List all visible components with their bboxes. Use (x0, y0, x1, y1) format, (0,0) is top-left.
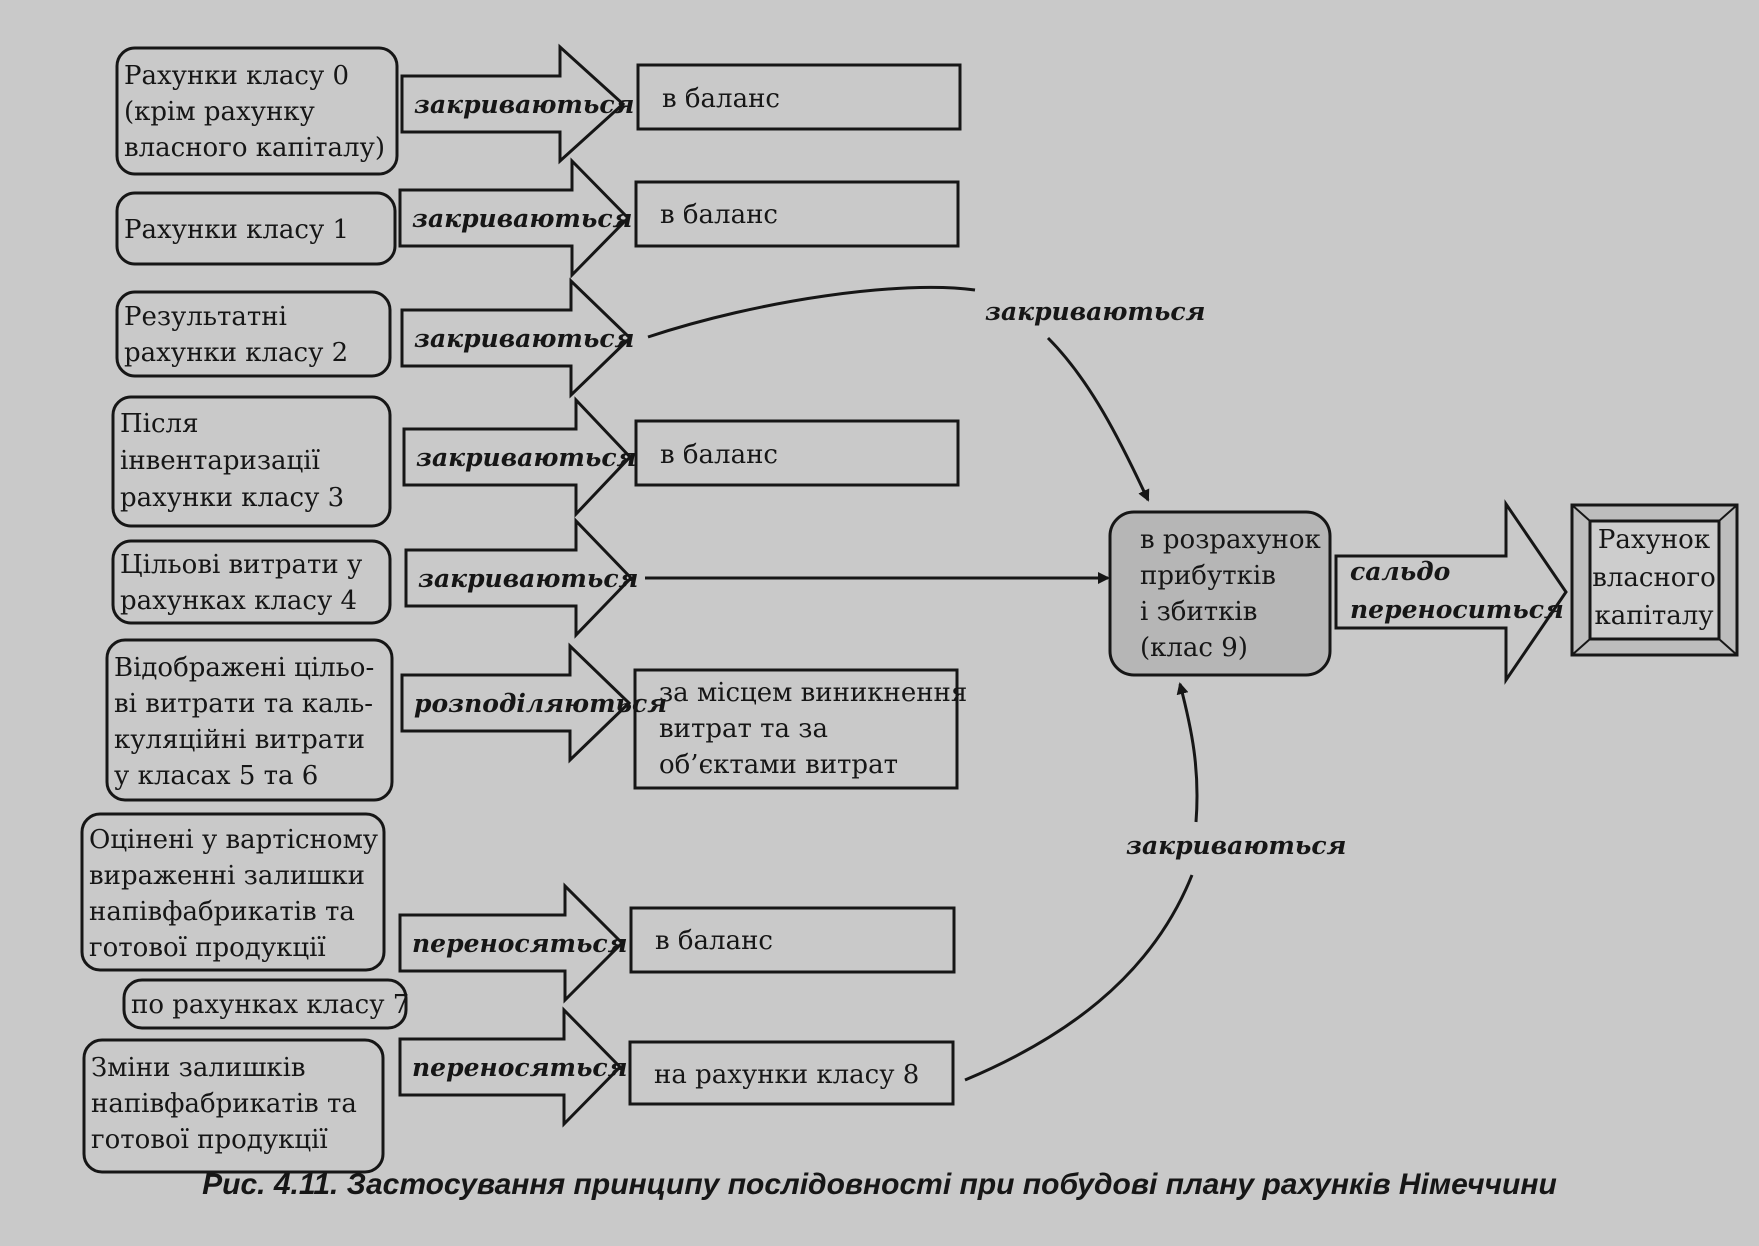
source-box-text: вираженні залишки (89, 861, 365, 891)
source-box-text: напівфабрикатів та (89, 897, 355, 927)
arrow-label: закриваються (416, 443, 637, 472)
source-box-text: куляційні витрати (114, 725, 365, 755)
source-box-text: ві витрати та каль- (114, 689, 374, 719)
equity-box-text: Рахунок (1597, 525, 1711, 555)
source-box-text: Зміни залишків (91, 1053, 306, 1083)
balance-transfer-label: сальдо (1350, 557, 1451, 586)
target-box-text: об’єктами витрат (659, 750, 898, 780)
source-box-text: Відображені цільо- (114, 653, 375, 683)
curve-class2-arrow (1048, 338, 1148, 500)
arrow-label: закриваються (414, 90, 635, 119)
source-box-text: Цільові витрати у (120, 550, 363, 580)
arrow-label: закриваються (418, 564, 639, 593)
target-box-text: витрат та за (659, 714, 828, 744)
target-box-text: на рахунки класу 8 (654, 1060, 920, 1090)
target-box-text: в баланс (660, 440, 778, 470)
curve-label-top: закриваються (985, 297, 1206, 326)
profit-loss-text: прибутків (1140, 561, 1276, 591)
curve-class2-upper (648, 287, 975, 337)
curve-class8-lower (965, 875, 1192, 1080)
arrow-label: переносяться (412, 1053, 628, 1082)
figure-caption: Рис. 4.11. Застосування принципу послідовності при побудові плану рахунків Німеччини (202, 1168, 1557, 1201)
source-box-text: Рахунки класу 0 (124, 61, 350, 91)
source-box-text: готової продукції (91, 1125, 328, 1155)
source-box-text: Результатні (124, 302, 287, 332)
source-box-text: власного капіталу) (124, 133, 385, 163)
target-box-text: в баланс (662, 84, 780, 114)
profit-loss-text: і збитків (1140, 597, 1258, 627)
equity-box-text: власного (1592, 563, 1716, 593)
arrow-label: переносяться (412, 929, 628, 958)
target-box-text: в баланс (660, 200, 778, 230)
source-box-text: у класах 5 та 6 (114, 761, 319, 791)
source-box-text: Рахунки класу 1 (124, 215, 350, 245)
source-box-text: рахунки класу 3 (120, 483, 345, 513)
profit-loss-text: (клас 9) (1140, 633, 1248, 663)
source-box-text: інвентаризації (120, 446, 320, 476)
source-box-text: (крім рахунку (124, 97, 315, 127)
source-box-text: по рахунках класу 7 (131, 990, 410, 1020)
source-box-text: напівфабрикатів та (91, 1089, 357, 1119)
balance-transfer-label: переноситься (1350, 595, 1564, 624)
source-box-text: готової продукції (89, 933, 326, 963)
source-box-text: Оцінені у вартісному (89, 825, 379, 855)
profit-loss-text: в розрахунок (1140, 525, 1321, 555)
source-box-text: рахунках класу 4 (120, 586, 358, 616)
curve-class8-upper-arrow (1180, 684, 1197, 822)
source-box-text: Після (120, 409, 199, 439)
source-box-text: рахунки класу 2 (124, 338, 349, 368)
equity-box-text: капіталу (1594, 601, 1714, 631)
balance-transfer-arrow (1336, 504, 1566, 680)
arrow-label: закриваються (412, 204, 633, 233)
curve-label-bottom: закриваються (1126, 831, 1347, 860)
target-box-text: за місцем виникнення (659, 678, 968, 708)
arrow-label: розподіляються (414, 689, 668, 718)
target-box-text: в баланс (655, 926, 773, 956)
arrow-label: закриваються (414, 324, 635, 353)
